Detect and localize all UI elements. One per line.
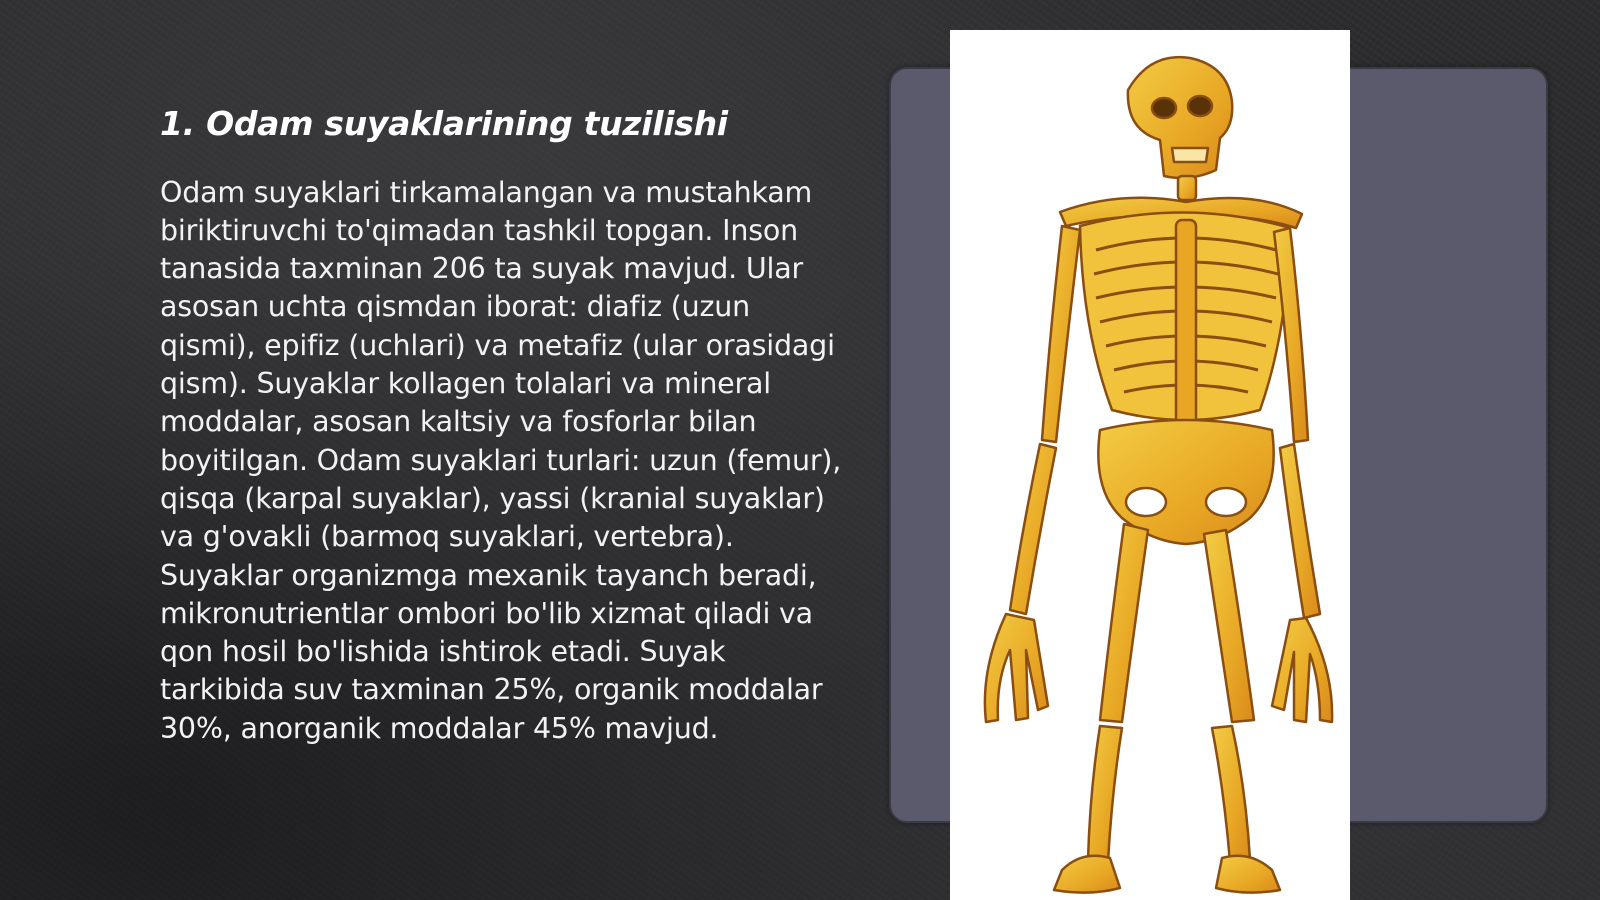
skeleton-illustration-icon <box>950 30 1350 900</box>
slide-body: Odam suyaklari tirkamalangan va mustahkam biriktiruvchi to'qimadan tashkil topgan. Inson tanasida taxminan 206 ta suyak mavjud. Ular asosan uchta qismdan iborat: diafiz (uzun qismi), epifiz (uchlari) va metafiz (ular orasidagi qism). Suyaklar kollagen tolalari va mineral moddalar, asosan kaltsiy va fosforlar bilan boyitilgan. Odam suyaklari turlari: uzun (femur), qisqa (karpal suyaklar), yassi (kranial suyaklar) va g'ovakli (barmoq suyaklari, vertebra). Suyaklar organizmga mexanik tayanch beradi, mikronutrientlar ombori bo'lib xizmat qiladi va qon hosil bo'lishida ishtirok etadi. Suyak tarkibida suv taxminan 25%, organik moddalar 30%, anorganik moddalar 45% mavjud. <box>160 175 842 745</box>
slide-title: 1. Odam suyaklarining tuzilishi <box>160 104 728 143</box>
skeleton-picture <box>950 30 1350 900</box>
text-column <box>160 104 850 748</box>
